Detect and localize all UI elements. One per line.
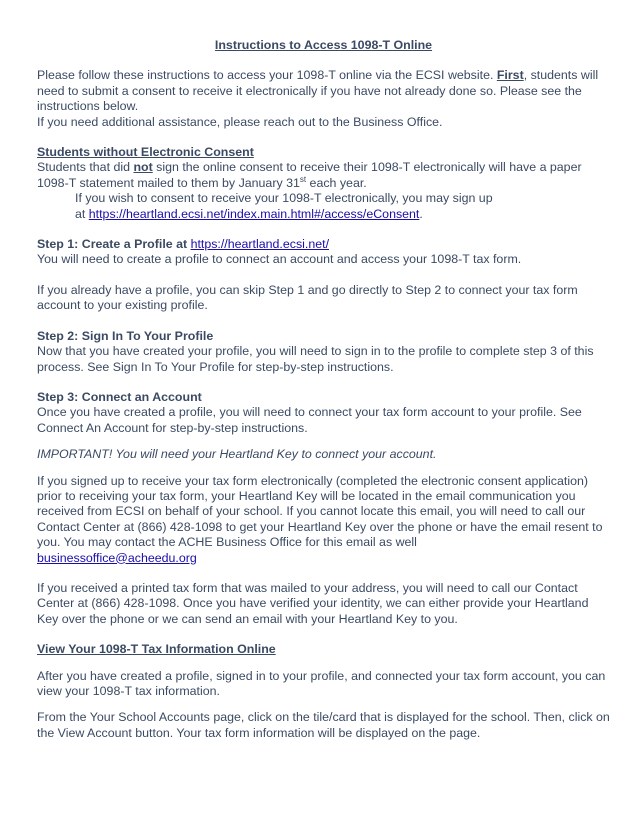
consent-signup-link-line [37,207,610,222]
no-consent-heading: Students without Electronic Consent [37,145,254,160]
page-title: Instructions to Access 1098-T Online [214,38,433,52]
view-paragraph-1: After you have created a profile, signed in to your profile, and connected your tax form account, you can view your 1098-T tax information. [37,668,606,698]
assistance-paragraph: If you need additional assistance, please reach out to the Business Office. [37,114,443,129]
step1-existing-profile-paragraph: If you already have a profile, you can skip Step 1 and go directly to Step 2 to connect your tax form account to your existing profile. [37,282,578,313]
step2-paragraph: Now that you have created your profile, you will need to sign in to the profile to complete step 3 of this process. See Sign In To Your Profile for step-by-step instructions. [37,344,594,374]
consent-signup-line: If you wish to consent to receive your 1098-T electronically, you may sign up [75,191,493,206]
step3-heading: Step 3: Connect an Account [37,389,202,404]
business-office-email-link[interactable]: businessoffice@acheedu.org [37,550,197,565]
no-consent-text-2: sign the online consent to receive their 1098-T electronically will have a paper 1098-T statement mailed to them by January 31 [37,160,582,190]
no-consent-text-1: Students that did [37,160,134,175]
intro-text-1: Please follow these instructions to access your 1098-T online via the ECSI website. [37,68,497,83]
important-note: IMPORTANT! You will need your Heartland Key to connect your account. [37,447,437,462]
consent-at-text: at [75,206,89,221]
no-consent-paragraph [37,160,610,191]
no-consent-text-3: each year. [306,175,367,190]
intro-first-emphasis: First [496,68,524,83]
step2-heading: Step 2: Sign In To Your Profile [37,328,214,343]
step1-heading: Step 1: Create a Profile at [37,237,191,252]
email-line [37,551,610,566]
heartland-link[interactable]: https://heartland.ecsi.net/ [190,237,330,252]
consent-period: . [419,206,423,221]
step3-paragraph: Once you have created a profile, you will need to connect your tax form account to your profile. See Connect An Account for step-by-step instructions. [37,405,582,435]
step1-paragraph: You will need to create a profile to connect an account and access your 1098-T tax form. [37,252,522,267]
view-paragraph-2: From the Your School Accounts page, click on the tile/card that is displayed for the school. Then, click on the View Account button. Your tax form information will be displayed on the page. [37,710,610,740]
printed-form-paragraph: If you received a printed tax form that was mailed to your address, you will need to call our Contact Center at (866) 428-1098. Once you have verified your identity, we can either provide your Heartland Key over the phone or we can send an email with your Heartland Key to you. [37,580,589,626]
step1-heading-line [37,237,610,252]
intro-text-2: , students will need to submit a consent to receive it electronically if you have not already done so. Please see the instructions below. [37,68,599,114]
no-consent-not-emphasis: not [133,160,153,175]
intro-paragraph [37,68,610,114]
no-consent-superscript: st [299,174,307,184]
econsent-link[interactable]: https://heartland.ecsi.net/index.main.html#/access/eConsent [88,206,420,221]
heartland-key-paragraph: If you signed up to receive your tax form electronically (completed the electronic consent application) prior to receiving your tax form, your Heartland Key will be located in the email communication you received from ECSI on behalf of your school. If you cannot locate this email, you will need to call our Contact Center at (866) 428-1098 to get your Heartland Key over the phone or have the email resent to you. You may contact the ACHE Business Office for this email as well [37,473,603,550]
view-heading: View Your 1098-T Tax Information Online [37,642,276,657]
